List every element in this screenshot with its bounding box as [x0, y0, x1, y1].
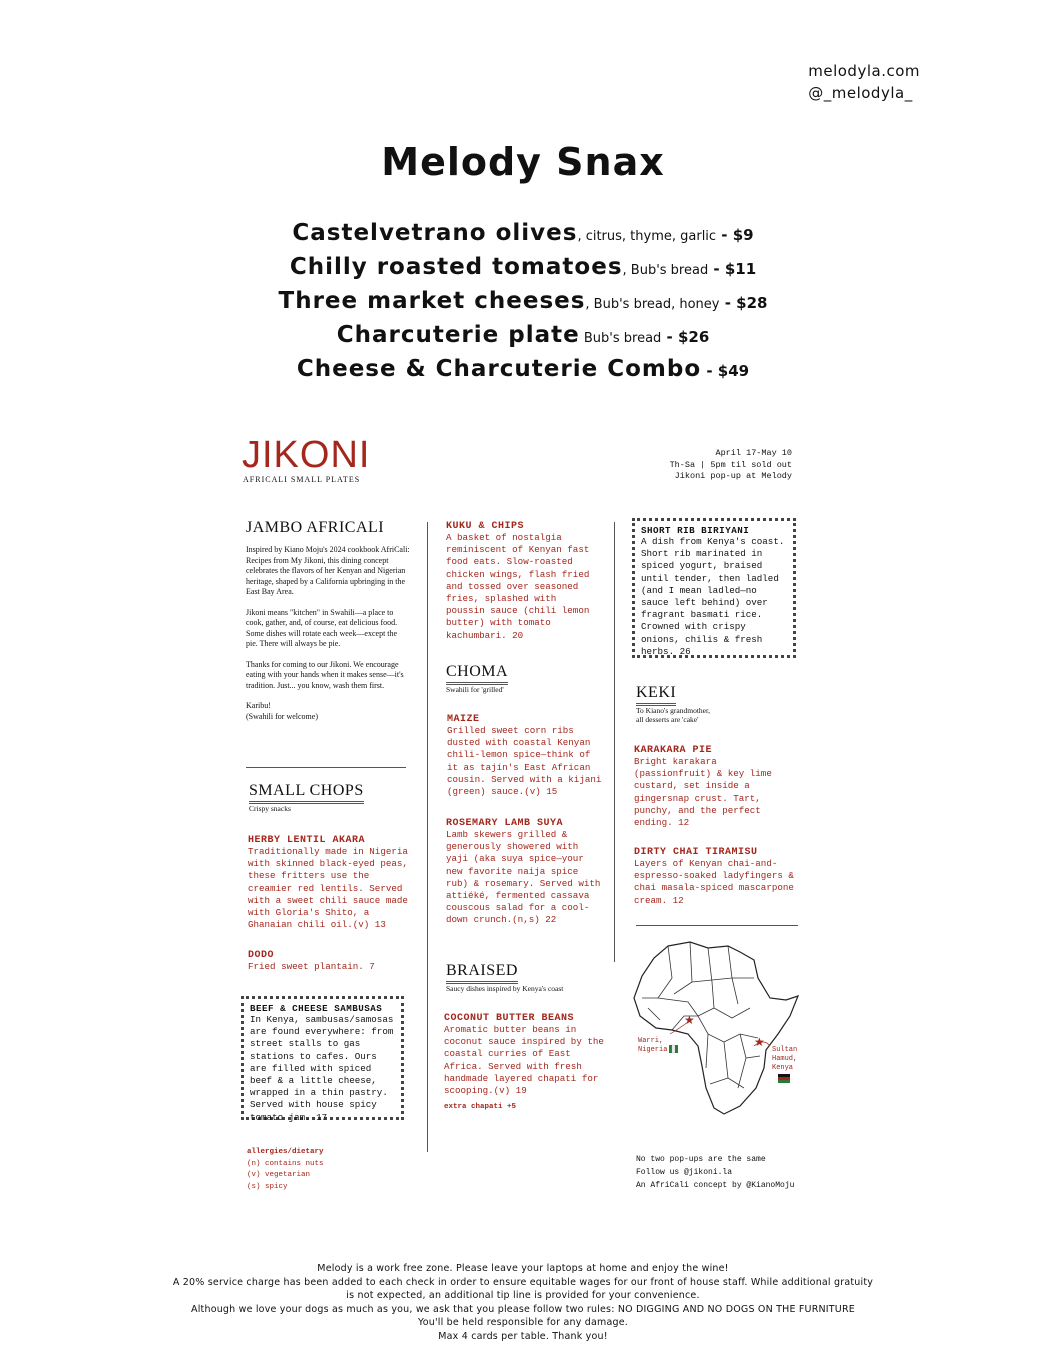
section-subtitle: Swahili for 'grilled' — [446, 685, 504, 694]
section-divider — [636, 925, 798, 926]
column-divider — [427, 522, 428, 1152]
menu-item — [446, 818, 601, 927]
jambo-paragraph: Jikoni means "kitchen" in Swahili—a place to cook, gather, and, of course, eat delicious food. Some dishes will rotate each week—except the pie. There will always be pie. — [246, 607, 398, 648]
item-desc: Layers of Kenyan chai-and-espresso-soaked ladyfingers & chai masala-spiced mascarpone cream. 12 — [634, 858, 794, 906]
jikoni-notes — [636, 1153, 794, 1192]
section-title: JAMBO AFRICALI — [246, 519, 385, 536]
site-url: melodyla.com — [808, 62, 920, 80]
footer-line: A 20% service charge has been added to each check in order to ensure equitable wages for our front of house staff. While additional gratuity — [172, 1276, 874, 1288]
small-chops-header — [249, 782, 419, 813]
jambo-paragraph: Thanks for coming to our Jikoni. We encourage eating with your hands when it makes sense—it's tradition. Just... you know, wash them first. — [246, 659, 404, 690]
footer-line: You'll be held responsible for any damage. — [417, 1317, 628, 1328]
popup-dates — [670, 448, 792, 483]
section-divider — [246, 767, 406, 768]
snax-item-price: - $49 — [701, 362, 750, 380]
item-name: KARAKARA PIE — [634, 745, 713, 756]
item-name: DIRTY CHAI TIRAMISU — [634, 847, 758, 858]
choma-header — [446, 663, 606, 694]
site-handle: @_melodyla_ — [808, 84, 913, 102]
section-subtitle: To Kiano's grandmother, — [636, 706, 711, 715]
jambo-paragraph: Inspired by Kiano Moju's 2024 cookbook AfriCali: Recipes from My Jikoni, this dining concept celebrates the flavors of her Kenyan and Nigerian heritage, shaped by a California upbringing in the East Bay Area. — [246, 545, 410, 596]
item-name: HERBY LENTIL AKARA — [248, 835, 366, 846]
map-label: Nigeria — [638, 1046, 668, 1054]
extra-chapati: extra chapati +5 — [444, 1103, 517, 1112]
snax-item-desc: Bub's bread — [579, 331, 662, 346]
nigeria-flag-green — [675, 1045, 678, 1053]
item-desc: Grilled sweet corn ribs dusted with coastal Kenyan chili-lemon spice—think of it as tajín's East African cousin. Served with a kijani (green) sauce.(v) 15 — [447, 725, 602, 798]
boxed-menu-item — [632, 518, 796, 658]
item-name: COCONUT BUTTER BEANS — [444, 1013, 575, 1024]
item-desc: Aromatic butter beans in coconut sauce inspired by the coastal curries of East Africa. Served with fresh handmade layered chapati for scooping.(v) 19 — [444, 1024, 604, 1097]
snax-item-name: Charcuterie plate — [336, 322, 580, 348]
africa-map — [628, 938, 808, 1128]
note-line: Follow us @jikoni.la — [636, 1168, 733, 1177]
snax-item — [0, 218, 1046, 252]
snax-item — [0, 320, 1046, 354]
map-label: Kenya — [772, 1064, 794, 1072]
snax-item-name: Castelvetrano olives — [292, 220, 578, 246]
menu-item — [634, 745, 794, 829]
item-desc: A basket of nostalgia reminiscent of Kenyan fast food eats. Slow-roasted chicken wings, flash fried and tossed over seasoned fries, splashed with poussin sauce (chili lemon butter) with tomato kachumbari. 20 — [446, 532, 590, 641]
jikoni-logo: JIKONI — [242, 434, 371, 476]
column-divider — [614, 522, 615, 962]
snax-item-name: Chilly roasted tomatoes — [289, 254, 623, 280]
snax-item — [0, 252, 1046, 286]
item-desc: Lamb skewers grilled & generously showered with yaji (aka suya spice—your new favorite naija spice rub) & rosemary. Served with attiéké, fermented cassava couscous salad for a cool-down crunch.(n,s) 22 — [446, 829, 601, 926]
site-links — [808, 60, 920, 104]
note-line: No two pop-ups are the same — [636, 1155, 766, 1164]
item-name: ROSEMARY LAMB SUYA — [446, 818, 564, 829]
section-title: KEKI — [636, 684, 676, 706]
snax-item-name: Cheese & Charcuterie Combo — [296, 356, 702, 382]
keki-header — [636, 684, 796, 724]
item-desc: A dish from Kenya's coast. Short rib marinated in spiced yogurt, braised until tender, then ladled (and I mean ladled—no sauce left behind) over fragrant basmati rice. Crowned with crispy onions, chilis & fresh herbs. 26 — [641, 536, 785, 657]
nigeria-flag-icon — [669, 1045, 672, 1053]
africa-outline — [634, 942, 798, 1114]
snax-list — [0, 218, 1046, 388]
menu-item — [248, 950, 410, 973]
item-desc: Bright karakara (passionfruit) & key lime custard, set inside a gingersnap crust. Tart, punchy, and the perfect ending. 12 — [634, 756, 772, 829]
snax-item-price: - $11 — [708, 260, 757, 278]
map-label: Sultan — [772, 1046, 798, 1054]
snax-item-desc: , Bub's bread — [622, 263, 709, 278]
nigeria-flag-white — [672, 1045, 675, 1053]
boxed-menu-item — [241, 996, 404, 1123]
allergies-legend — [247, 1147, 324, 1193]
kenya-flag-green — [778, 1080, 790, 1083]
dates-line: April 17-May 10 — [715, 448, 792, 458]
country-borders — [642, 942, 760, 1088]
snax-item-price: - $26 — [661, 328, 710, 346]
menu-item — [634, 847, 794, 907]
jambo-karibu-note: (Swahili for welcome) — [246, 711, 318, 721]
jikoni-logo-subtitle: AFRICALI SMALL PLATES — [243, 475, 361, 484]
map-label: Hamud, — [772, 1055, 798, 1063]
dates-line: Jikoni pop-up at Melody — [674, 471, 792, 481]
section-subtitle: all desserts are 'cake' — [636, 715, 699, 724]
section-subtitle: Saucy dishes inspired by Kenya's coast — [446, 984, 564, 993]
menu-item — [447, 714, 602, 798]
jambo-section — [246, 519, 410, 722]
menu-item — [248, 835, 410, 931]
kenya-flag-red — [778, 1077, 790, 1080]
sultan-star-icon: ★ — [754, 1035, 765, 1049]
note-line: An AfriCali concept by @KianoMoju — [636, 1181, 795, 1190]
footer-policies — [0, 1262, 1046, 1343]
allergy-item: (s) spicy — [247, 1182, 288, 1191]
footer-line: Although we love your dogs as much as you, we ask that you please follow two rules: NO DIGGING AND NO DOGS ON THE FURNITURE — [191, 1303, 855, 1315]
snax-title: Melody Snax — [381, 140, 665, 184]
jambo-karibu: Karibu! — [246, 701, 271, 710]
kenya-flag-icon — [778, 1074, 790, 1077]
item-name: DODO — [248, 950, 275, 961]
snax-item-price: - $28 — [719, 294, 768, 312]
section-title: CHOMA — [446, 663, 508, 685]
snax-item-desc: , Bub's bread, honey — [585, 297, 720, 312]
snax-item-desc: , citrus, thyme, garlic — [577, 229, 717, 244]
warri-star-icon: ★ — [684, 1013, 695, 1027]
snax-item — [0, 286, 1046, 320]
item-desc: Traditionally made in Nigeria with skinned black-eyed peas, these fritters use the creamier red lentils. Served with a sweet chili sauce made with Gloria's Shito, a Ghanaian chili oil.(v) 13 — [248, 846, 408, 931]
footer-line: Melody is a work free zone. Please leave your laptops at home and enjoy the wine! — [317, 1263, 729, 1274]
item-name: MAIZE — [447, 714, 480, 725]
section-title: BRAISED — [446, 962, 518, 984]
footer-line: Max 4 cards per table. Thank you! — [438, 1330, 608, 1342]
allergies-title: allergies/dietary — [247, 1148, 324, 1156]
allergy-item: (n) contains nuts — [247, 1159, 324, 1168]
allergy-item: (v) vegetarian — [247, 1171, 311, 1179]
item-name: SHORT RIB BIRIYANI — [641, 525, 750, 536]
footer-line: is not expected, an additional tip line is provided for your convenience. — [346, 1290, 700, 1301]
dates-line: Th-Sa | 5pm til sold out — [669, 459, 792, 470]
snax-item — [0, 354, 1046, 388]
map-label: Warri, — [638, 1037, 664, 1045]
braised-header — [446, 962, 616, 993]
item-desc: In Kenya, sambusas/samosas are found everywhere: from street stalls to gas stations to cafes. Ours are filled with spiced beef & a little cheese, wrapped in a thin pastry. Served with house spicy tomato jam. 17 — [250, 1014, 394, 1123]
snax-item-price: - $9 — [716, 226, 754, 244]
item-name: BEEF & CHEESE SAMBUSAS — [250, 1003, 383, 1014]
snax-item-name: Three market cheeses — [278, 288, 586, 314]
menu-item — [446, 521, 596, 642]
menu-item — [444, 1013, 604, 1111]
item-desc: Fried sweet plantain. 7 — [248, 961, 375, 972]
section-title: SMALL CHOPS — [249, 782, 364, 804]
section-subtitle: Crispy snacks — [249, 804, 291, 813]
item-name: KUKU & CHIPS — [446, 521, 525, 532]
